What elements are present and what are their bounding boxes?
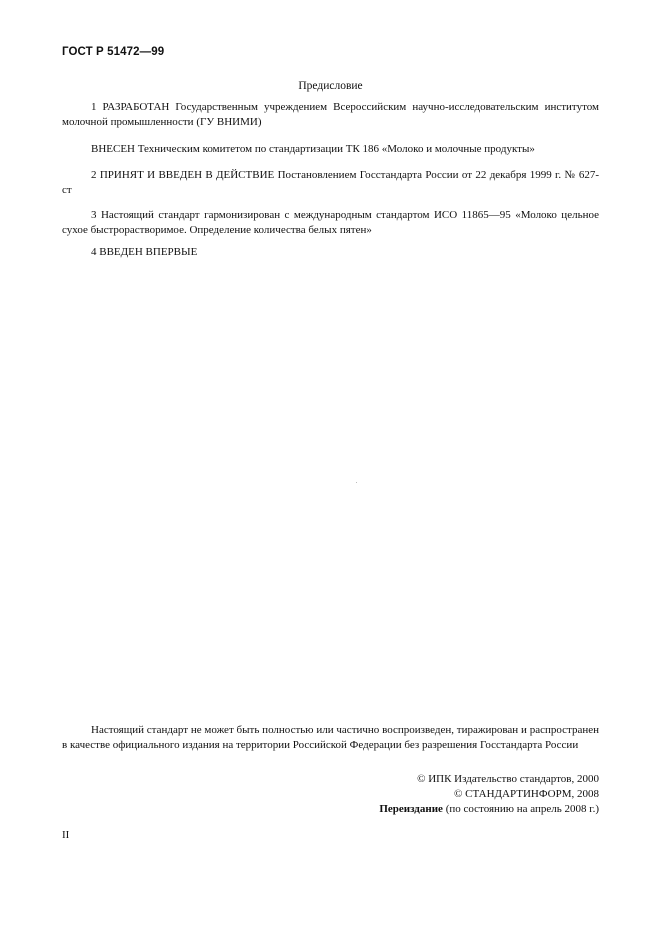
reedition-note: (по состоянию на апрель 2008 г.) xyxy=(442,803,599,815)
page-number: II xyxy=(62,829,70,841)
foreword-item-first-introduced: 4 ВВЕДЕН ВПЕРВЫЕ xyxy=(91,246,198,258)
foreword-item-harmonized: 3 Настоящий стандарт гармонизирован с международным стандартом ИСО 11865—95 «Молоко цельное сухое быстрорастворимое. Определение количества белых пятен» xyxy=(62,209,599,236)
reedition-line xyxy=(199,802,599,817)
foreword-title: Предисловие xyxy=(298,80,363,92)
copyright-line-standartinform: © СТАНДАРТИНФОРМ, 2008 xyxy=(454,788,599,800)
foreword-item-introduced: ВНЕСЕН Техническим комитетом по стандартизации ТК 186 «Молоко и молочные продукты» xyxy=(91,143,535,155)
copyright-line-ipk: © ИПК Издательство стандартов, 2000 xyxy=(417,773,599,785)
speck xyxy=(356,482,357,483)
reedition-label: Переиздание xyxy=(379,803,443,815)
copyright-block xyxy=(199,772,599,817)
reproduction-notice: Настоящий стандарт не может быть полностью или частично воспроизведен, тиражирован и распространен в качестве официального издания на территории Российской Федерации без разрешения Госстандарта России xyxy=(62,724,599,751)
foreword-item-adopted: 2 ПРИНЯТ И ВВЕДЕН В ДЕЙСТВИЕ Постановлением Госстандарта России от 22 декабря 1999 г. № 627-ст xyxy=(62,169,599,196)
foreword-item-developed: 1 РАЗРАБОТАН Государственным учреждением Всероссийским научно-исследовательским институтом молочной промышленности (ГУ ВНИМИ) xyxy=(62,101,599,128)
standard-code-header: ГОСТ Р 51472—99 xyxy=(62,46,165,58)
